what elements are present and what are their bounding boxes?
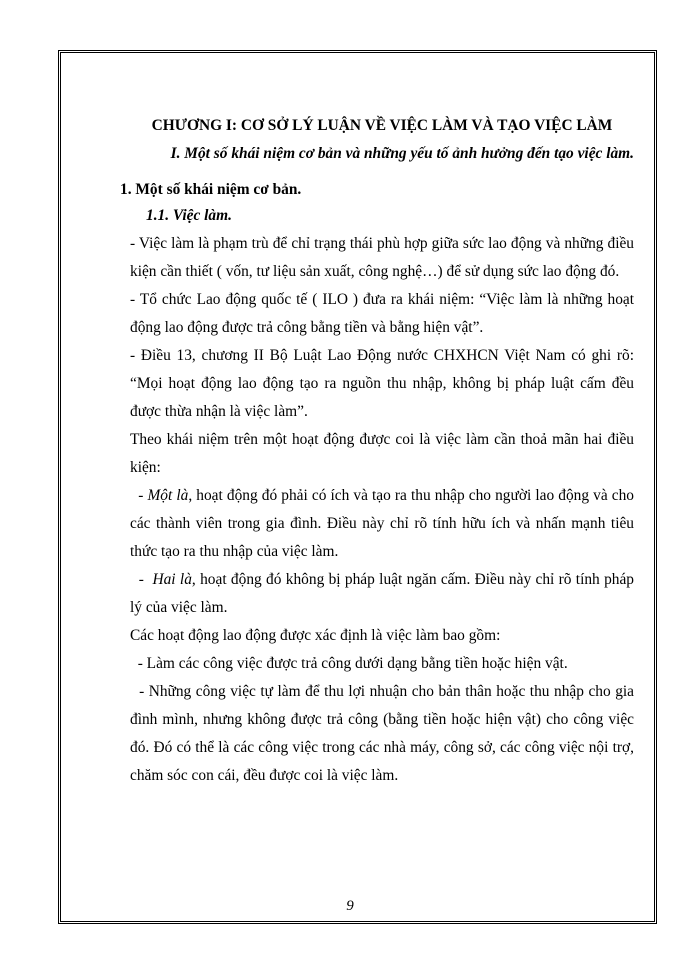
- paragraph-paid-work: - Làm các công việc được trả công dưới dạng bằng tiền hoặc hiện vật.: [130, 655, 568, 672]
- condition-one-prefix: -: [130, 487, 148, 504]
- paragraph-condition-one: [130, 482, 638, 566]
- paragraph-conditions-intro: Theo khái niệm trên một hoạt động được coi là việc làm cần thoả mãn hai điều kiện:: [130, 431, 634, 476]
- paragraph-labor-code: - Điều 13, chương II Bộ Luật Lao Động nước CHXHCN Việt Nam có ghi rõ: “Mọi hoạt động lao động tạo ra nguồn thu nhập, không bị pháp luật cấm đều được thừa nhận là việc làm”.: [130, 347, 634, 420]
- heading-1: 1. Một số khái niệm cơ bản.: [120, 181, 302, 198]
- chapter-title: CHƯƠNG I: CƠ SỞ LÝ LUẬN VỀ VIỆC LÀM VÀ TẠO VIỆC LÀM: [151, 117, 613, 134]
- paragraph-self-employment: - Những công việc tự làm để thu lợi nhuận cho bản thân hoặc thu nhập cho gia đình mình, nhưng không được trả công (bằng tiền hoặc hiện vật) cho công việc đó. Đó có thể là các công việc trong các nhà máy, công sở, các công việc nội trợ, chăm sóc con cái, đều được coi là việc làm.: [130, 683, 638, 784]
- heading-1-1: 1.1. Việc làm.: [146, 207, 232, 224]
- condition-two-label: Hai là: [152, 571, 192, 588]
- page-number: 9: [346, 898, 354, 914]
- condition-two-prefix: -: [130, 571, 153, 588]
- paragraph-activities-intro: Các hoạt động lao động được xác định là việc làm bao gồm:: [130, 627, 501, 644]
- paragraph-ilo-definition: - Tổ chức Lao động quốc tế ( ILO ) đưa ra khái niệm: “Việc làm là những hoạt động lao động được trả công bằng tiền và bằng hiện vật”.: [130, 291, 634, 336]
- condition-one-label: Một là: [147, 487, 189, 504]
- paragraph-employment-definition: - Việc làm là phạm trù để chỉ trạng thái phù hợp giữa sức lao động và những điều kiện cần thiết ( vốn, tư liệu sản xuất, công nghệ…) để sử dụng sức lao động đó.: [130, 235, 634, 280]
- paragraph-condition-two: [130, 566, 638, 622]
- condition-two-text: , hoạt động đó không bị pháp luật ngăn cấm. Điều này chỉ rõ tính pháp lý của việc làm.: [130, 571, 638, 616]
- section-title: I. Một số khái niệm cơ bản và những yếu tố ảnh hưởng đến tạo việc làm.: [170, 145, 634, 162]
- condition-one-text: , hoạt động đó phải có ích và tạo ra thu nhập cho người lao động và cho các thành viên trong gia đình. Điều này chỉ rõ tính hữu ích và nhấn mạnh tiêu thức tạo ra thu nhập của việc làm.: [130, 487, 638, 560]
- document-content: [120, 112, 638, 790]
